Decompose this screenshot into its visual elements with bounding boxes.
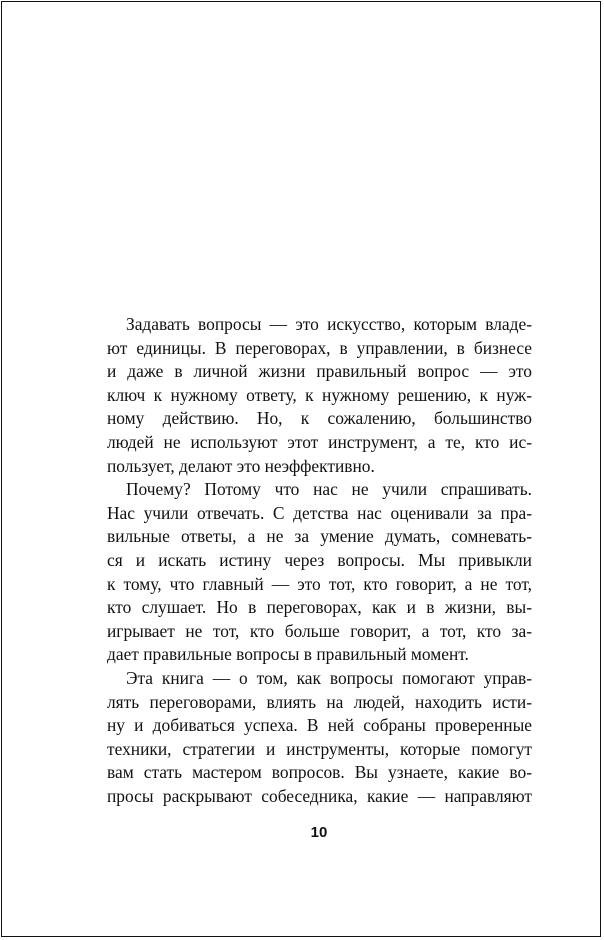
text-line: Нас учили отвечать. С детства нас оценивали за пра- <box>107 502 532 523</box>
paragraph-3 <box>107 667 532 809</box>
text-line: пользует, делают это неэффективно. <box>107 455 375 476</box>
text-line: Почему? Потому что нас не учили спрашивать. <box>126 479 532 500</box>
text-line: ну и добиваться успеха. В ней собраны проверенные <box>107 715 532 736</box>
book-page <box>1 1 601 937</box>
text-line: кто слушает. Но в переговорах, как и в жизни, вы- <box>107 597 532 618</box>
text-line: техники, стратегии и инструменты, которые помогут <box>107 738 532 759</box>
text-line: лять переговорами, влиять на людей, находить исти- <box>107 691 532 712</box>
page-number: 10 <box>310 824 328 841</box>
text-line: Эта книга — о том, как вопросы помогают управ- <box>126 667 532 688</box>
text-line: вильные ответы, а не за умение думать, сомневать- <box>107 526 532 547</box>
text-line: ся и искать истину через вопросы. Мы привыкли <box>107 549 532 570</box>
text-line: людей не используют этот инструмент, а те, кто ис- <box>107 431 532 452</box>
text-line: игрывает не тот, кто больше говорит, а тот, кто за- <box>107 620 532 641</box>
text-line: и даже в личной жизни правильный вопрос — это <box>107 361 532 382</box>
text-line: Задавать вопросы — это искусство, которым владе- <box>126 314 532 334</box>
paragraph-2 <box>107 478 532 667</box>
text-line: к тому, что главный — это тот, кто говорит, а не тот, <box>107 573 532 594</box>
text-line: просы раскрывают собеседника, какие — направляют <box>107 785 532 806</box>
text-line: дает правильные вопросы в правильный момент. <box>107 644 469 665</box>
paragraph-1 <box>107 313 532 478</box>
text-line: ют единицы. В переговорах, в управлении, в бизнесе <box>107 337 532 358</box>
text-line: ному действию. Но, к сожалению, большинство <box>107 408 532 429</box>
text-line: вам стать мастером вопросов. Вы узнаете, какие во- <box>107 762 532 783</box>
body-text <box>107 313 532 808</box>
text-line: ключ к нужному ответу, к нужному решению, к нуж- <box>107 384 532 405</box>
